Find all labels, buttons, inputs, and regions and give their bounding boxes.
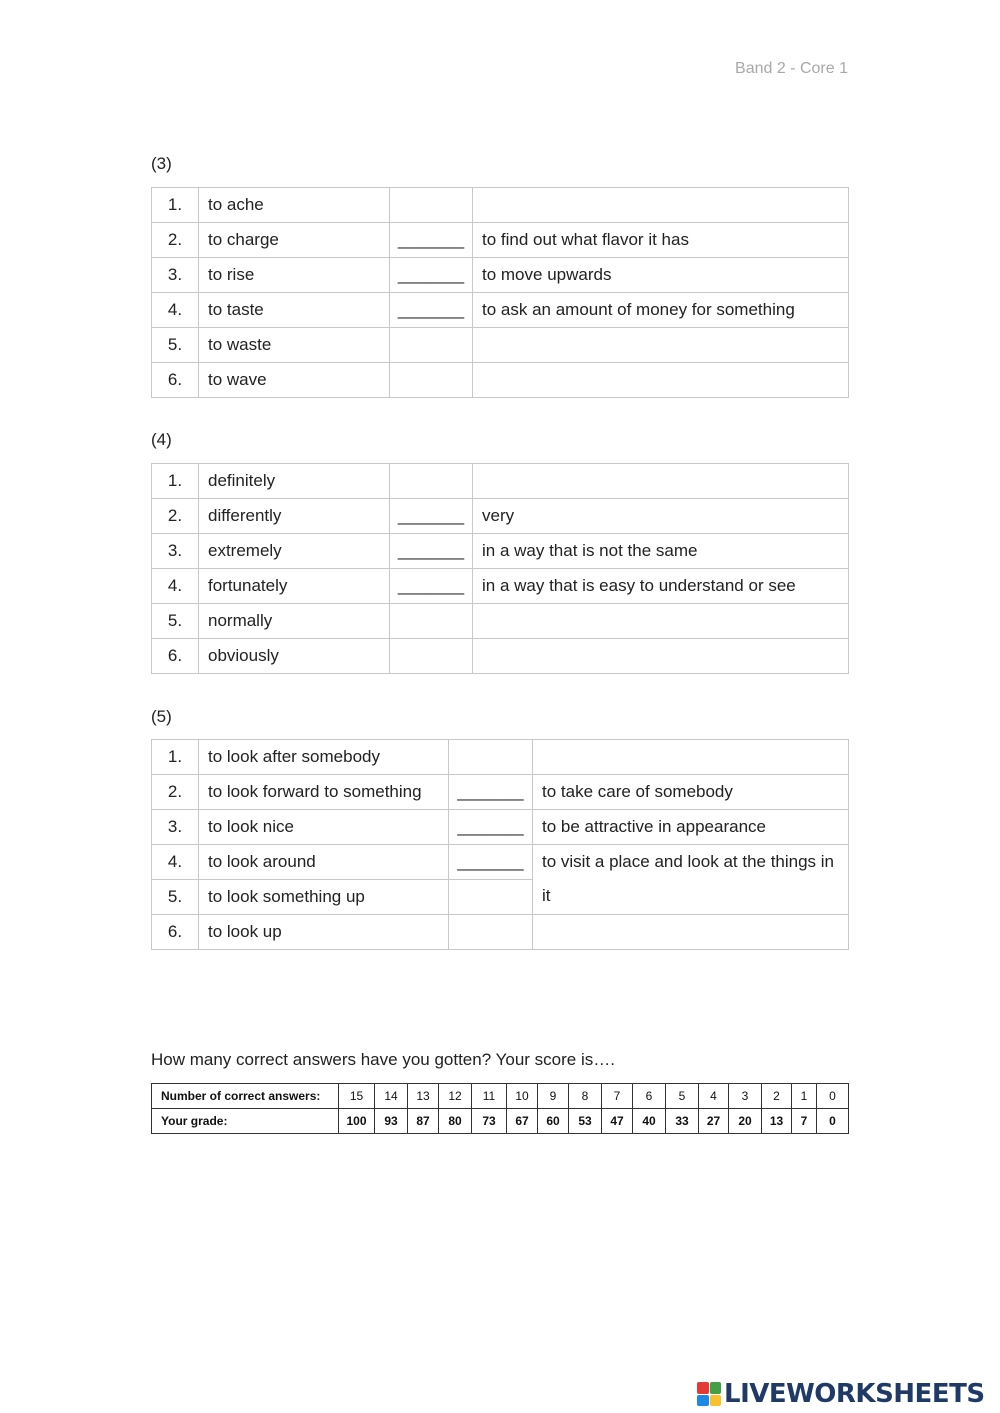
term-cell: to look up: [199, 915, 449, 950]
answer-blank: [390, 188, 473, 223]
term-cell: to rise: [199, 258, 390, 293]
term-cell: to look forward to something: [199, 775, 449, 810]
answers-cell: 2: [762, 1084, 792, 1109]
answers-cell: 3: [729, 1084, 762, 1109]
term-cell: definitely: [199, 464, 390, 499]
term-cell: to waste: [199, 328, 390, 363]
term-cell: differently: [199, 499, 390, 534]
term-cell: to look something up: [199, 880, 449, 915]
section-label-3: (3): [151, 154, 172, 173]
page-header: Band 2 - Core 1: [735, 60, 848, 77]
answer-blank[interactable]: _______: [390, 258, 473, 293]
grade-cell: 67: [507, 1109, 538, 1134]
answer-blank[interactable]: _______: [449, 810, 533, 845]
answers-cell: 5: [666, 1084, 699, 1109]
grade-cell: 53: [569, 1109, 602, 1134]
matching-table-4: [151, 463, 849, 674]
item-number: 2.: [152, 775, 199, 810]
answers-cell: 15: [339, 1084, 375, 1109]
table-row: [152, 740, 849, 775]
answers-cell: 4: [699, 1084, 729, 1109]
term-cell: to look nice: [199, 810, 449, 845]
item-number: 3.: [152, 534, 199, 569]
table-row: [152, 775, 849, 810]
definition-cell: [533, 740, 849, 775]
term-cell: normally: [199, 604, 390, 639]
term-cell: fortunately: [199, 569, 390, 604]
table-row: [152, 188, 849, 223]
item-number: 5.: [152, 328, 199, 363]
item-number: 4.: [152, 569, 199, 604]
term-cell: to taste: [199, 293, 390, 328]
definition-cell: [473, 464, 849, 499]
table-row: [152, 845, 849, 880]
item-number: 4.: [152, 293, 199, 328]
grade-cell: 20: [729, 1109, 762, 1134]
answers-cell: 8: [569, 1084, 602, 1109]
logo-text: LIVEWORKSHEETS: [724, 1379, 985, 1409]
answers-cell: 0: [817, 1084, 849, 1109]
answer-blank[interactable]: _______: [390, 569, 473, 604]
logo-block: [697, 1395, 709, 1407]
term-cell: to ache: [199, 188, 390, 223]
table-row: [152, 293, 849, 328]
answer-blank: [390, 639, 473, 674]
grades-row: [152, 1109, 849, 1134]
answers-cell: 12: [439, 1084, 472, 1109]
item-number: 6.: [152, 915, 199, 950]
item-number: 1.: [152, 740, 199, 775]
table-row: [152, 604, 849, 639]
grade-cell: 40: [633, 1109, 666, 1134]
term-cell: to charge: [199, 223, 390, 258]
item-number: 5.: [152, 604, 199, 639]
section-label-4: (4): [151, 430, 172, 449]
answers-cell: 9: [538, 1084, 569, 1109]
answers-cell: 6: [633, 1084, 666, 1109]
logo-block: [710, 1382, 722, 1394]
term-cell: to look after somebody: [199, 740, 449, 775]
item-number: 2.: [152, 223, 199, 258]
table-row: [152, 569, 849, 604]
item-number: 1.: [152, 464, 199, 499]
grade-cell: 0: [817, 1109, 849, 1134]
definition-cell: to find out what flavor it has: [473, 223, 849, 258]
grade-cell: 33: [666, 1109, 699, 1134]
answers-cell: 11: [472, 1084, 507, 1109]
answer-blank: [449, 915, 533, 950]
definition-cell: [473, 363, 849, 398]
answer-blank: [390, 604, 473, 639]
answer-blank: [390, 328, 473, 363]
item-number: 3.: [152, 258, 199, 293]
answers-cell: 7: [602, 1084, 633, 1109]
item-number: 1.: [152, 188, 199, 223]
liveworksheets-logo[interactable]: [697, 1378, 985, 1410]
table-row: [152, 810, 849, 845]
answers-cell: 14: [375, 1084, 408, 1109]
definition-cell: in a way that is not the same: [473, 534, 849, 569]
grade-cell: 60: [538, 1109, 569, 1134]
term-cell: to look around: [199, 845, 449, 880]
matching-table-3: [151, 187, 849, 398]
answer-blank: [449, 740, 533, 775]
grade-cell: 80: [439, 1109, 472, 1134]
logo-block: [710, 1395, 722, 1407]
answer-blank: [390, 464, 473, 499]
item-number: 6.: [152, 639, 199, 674]
term-cell: obviously: [199, 639, 390, 674]
table-row: [152, 639, 849, 674]
matching-table-5: [151, 739, 849, 950]
definition-cell: very: [473, 499, 849, 534]
grade-cell: 87: [408, 1109, 439, 1134]
grade-cell: 13: [762, 1109, 792, 1134]
definition-cell: to visit a place and look at the things in it: [533, 845, 849, 915]
answer-blank: [449, 880, 533, 915]
answers-cell: 1: [792, 1084, 817, 1109]
grade-cell: 47: [602, 1109, 633, 1134]
definition-cell: to take care of somebody: [533, 775, 849, 810]
answer-blank: [390, 363, 473, 398]
answer-blank[interactable]: _______: [390, 499, 473, 534]
table-row: [152, 258, 849, 293]
answers-label: Number of correct answers:: [152, 1084, 339, 1109]
answers-row: [152, 1084, 849, 1109]
grade-cell: 7: [792, 1109, 817, 1134]
logo-block: [697, 1382, 709, 1394]
answer-blank[interactable]: _______: [390, 293, 473, 328]
grade-cell: 93: [375, 1109, 408, 1134]
table-row: [152, 534, 849, 569]
definition-cell: [473, 328, 849, 363]
item-number: 3.: [152, 810, 199, 845]
term-cell: to wave: [199, 363, 390, 398]
definition-cell: to ask an amount of money for something: [473, 293, 849, 328]
answers-cell: 13: [408, 1084, 439, 1109]
table-row: [152, 223, 849, 258]
item-number: 5.: [152, 880, 199, 915]
table-row: [152, 363, 849, 398]
grade-cell: 27: [699, 1109, 729, 1134]
item-number: 2.: [152, 499, 199, 534]
item-number: 6.: [152, 363, 199, 398]
definition-cell: [473, 188, 849, 223]
answer-blank[interactable]: _______: [449, 845, 533, 880]
table-row: [152, 328, 849, 363]
score-question: How many correct answers have you gotten? Your score is….: [151, 1050, 615, 1069]
term-cell: extremely: [199, 534, 390, 569]
item-number: 4.: [152, 845, 199, 880]
table-row: [152, 464, 849, 499]
definition-cell: in a way that is easy to understand or see: [473, 569, 849, 604]
grade-label: Your grade:: [152, 1109, 339, 1134]
grade-cell: 100: [339, 1109, 375, 1134]
grade-cell: 73: [472, 1109, 507, 1134]
definition-cell: to be attractive in appearance: [533, 810, 849, 845]
table-row: [152, 915, 849, 950]
answer-blank[interactable]: _______: [390, 534, 473, 569]
definition-cell: to move upwards: [473, 258, 849, 293]
answer-blank[interactable]: _______: [390, 223, 473, 258]
logo-blocks-icon: [697, 1382, 721, 1406]
definition-cell: [473, 639, 849, 674]
answers-cell: 10: [507, 1084, 538, 1109]
table-row: [152, 499, 849, 534]
definition-cell: [533, 915, 849, 950]
answer-blank[interactable]: _______: [449, 775, 533, 810]
score-table: [151, 1083, 849, 1134]
section-label-5: (5): [151, 707, 172, 726]
definition-cell: [473, 604, 849, 639]
